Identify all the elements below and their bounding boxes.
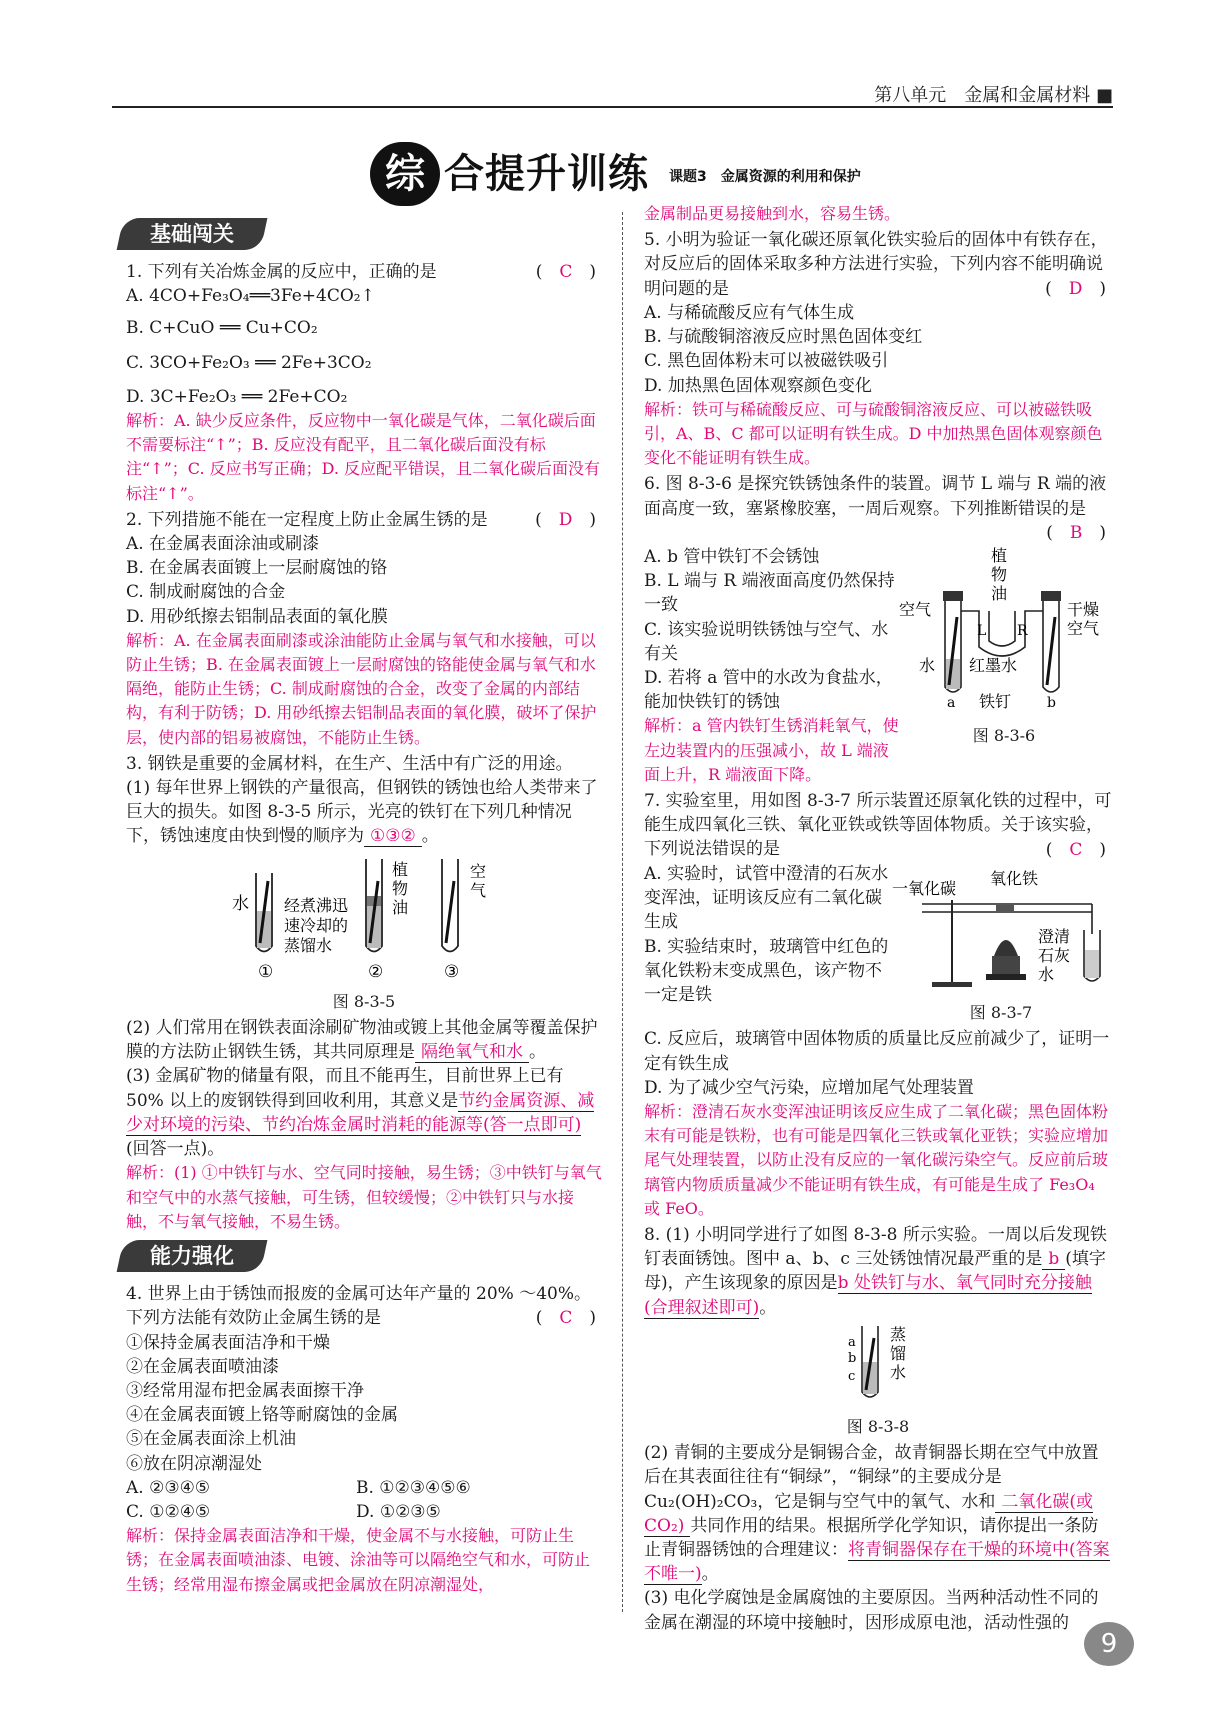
q4-option-b: B. ①②③④⑤⑥ — [356, 1477, 471, 1498]
q6-option-b: B. L 端与 R 端液面高度仍然保持一致 — [644, 571, 895, 616]
q8-part1: 8. (1) 小明同学进行了如图 8-3-8 所示实验。一周以后发现铁钉表面锈蚀。图中 a、b、c 三处锈蚀情况最严重的是 — [644, 1224, 1107, 1270]
left-column — [126, 212, 602, 1597]
q3-answer-2: 隔绝氧气和水 — [415, 1042, 529, 1063]
q8-part2-mid: 共同作用的结果。根据所学化学知识，请你提出一条防止青铜器锈蚀的合理建议： — [644, 1515, 1099, 1560]
fig836-R: R — [1017, 623, 1028, 640]
question-1: 1. 下列有关冶炼金属的反应中，正确的是 ( C ) A. 4CO+Fe₃O₄══3Fe+4CO₂↑ B. C+CuO ══ Cu+CO₂ C. 3CO+Fe₂O₃ ══ 2Fe+3CO₂ D. 3C+Fe₂O₃ ══ 2Fe+CO₂ 解析：A. 缺少反应条件，反应物中一氧化碳是气体，二氧化碳后面不需要标注“↑”；B. 反应没有配平，且二氧化碳后面没有标注“↑”；C. 反应书写正确；D. 反应配平错误，且二氧化碳后面没有标注“↑”。 — [126, 260, 602, 506]
q5-stem: 5. 小明为验证一氧化碳还原氧化铁实验后的固体中有铁存在，对反应后的固体采取多种方法进行实验，下列内容不能明确说明问题的是 — [644, 230, 1108, 299]
q1-stem: 1. 下列有关冶炼金属的反应中，正确的是 — [126, 262, 437, 282]
q2-answer: D — [558, 509, 573, 530]
fig837-caption: 图 8-3-7 — [969, 1003, 1033, 1023]
q4-item-4: ④在金属表面镀上铬等耐腐蚀的金属 — [126, 1405, 398, 1426]
figure-8-3-8 — [644, 1322, 1112, 1439]
q1-answer: C — [559, 262, 573, 282]
section-basic — [120, 218, 264, 254]
q2-option-b: B. 在金属表面镀上一层耐腐蚀的铬 — [126, 558, 388, 579]
column-divider — [622, 212, 623, 1612]
question-7: 7. 实验室里，用如图 8-3-7 所示装置还原氧化铁的过程中，可能生成四氧化三铁、氧化亚铁或铁等固体物质。关于该实验，下列说法错误的是 ( C ) A. 实验时，试管中澄清的石灰水变浑浊，证明该反应有二氧化碳生成 B. 实验结束时，玻璃管中红色的氧化铁粉末变成黑色，该产物不一定是铁 一氧化碳 氧化铁 澄清石灰水 图 8-3-7 C. 反应后，玻璃管中固体物质的质量比反应前减少了，证明一定有铁生成 D. 为了减少空气污染，应增加尾气处理装置 解析：澄清石灰水变浑浊证明该反应生成了二氧化碳；黑色固体粉末有可能是铁粉，也有可能是四氧化三铁或氧化亚铁；实验应增加尾气处理装置，以防止没有反应的一氧化碳污染空气。反应前后玻璃管内物质质量减少不能证明有铁生成，有可能是生成了 Fe₃O₄ 或 FeO。 — [644, 789, 1112, 1221]
fig836-air-label: 空气 — [899, 600, 932, 620]
fig835-n3: ③ — [444, 961, 460, 982]
section-ability-label: 能力强化 — [150, 1243, 234, 1268]
q5-option-d: D. 加热黑色固体观察颜色变化 — [644, 375, 872, 396]
unit-header: 第八单元 金属和金属材料 ■ — [874, 85, 1113, 106]
fig838-caption: 图 8-3-8 — [846, 1416, 910, 1436]
q7-option-a: A. 实验时，试管中澄清的石灰水变浑浊，证明该反应有二氧化碳生成 — [644, 863, 889, 933]
q7-option-b: B. 实验结束时，玻璃管中红色的氧化铁粉末变成黑色，该产物不一定是铁 — [644, 936, 889, 1005]
q8-answer-3: 二氧化碳(或 CO₂) — [644, 1491, 1094, 1536]
q3-part2: (2) 人们常用在钢铁表面涂刷矿物油或镀上其他金属等覆盖保护膜的方法防止钢铁生锈，其共同原理是 — [126, 1018, 598, 1063]
q3-part3-tail: (回答一点)。 — [126, 1139, 225, 1160]
q2-option-a: A. 在金属表面涂油或刷漆 — [126, 534, 320, 555]
lesson-subtitle: 课题3 金属资源的利用和保护 — [669, 169, 861, 185]
q6-option-d: D. 若将 a 管中的水改为食盐水，能加快铁钉的锈蚀 — [644, 668, 893, 713]
q6-analysis: 解析：a 管内铁钉生锈消耗氧气，使左边装置内的压强减小，故 L 端液面上升，R 端液面下降。 — [644, 716, 899, 784]
fig836-dry-air-label: 干燥空气 — [1067, 600, 1100, 639]
q4-analysis: 解析：保持金属表面洁净和干燥，使金属不与水接触，可防止生锈；在金属表面喷油漆、电镀、涂油等可以隔绝空气和水，可防止生锈；经常用湿布擦金属或把金属放在阴凉潮湿处， — [126, 1526, 591, 1594]
q8-part1-mid: (填字母)，产生该现象的原因是 — [644, 1249, 1106, 1294]
q6-option-c: C. 该实验说明铁锈蚀与空气、水有关 — [644, 619, 889, 664]
q4-option-a: A. ②③④⑤ — [126, 1477, 211, 1498]
fig836-nail-label: 铁钉 — [979, 692, 1012, 712]
q5-option-c: C. 黑色固体粉末可以被磁铁吸引 — [644, 351, 889, 372]
page-title — [370, 142, 861, 206]
q6-answer: B — [1069, 522, 1083, 543]
q7-answer: C — [1069, 839, 1083, 860]
fig838-a: a — [848, 1334, 856, 1350]
section-ability — [120, 1240, 264, 1276]
fig838-water-label: 蒸馏水 — [890, 1324, 907, 1382]
fig835-n2: ② — [368, 961, 384, 982]
fig837-lime-label: 澄清石灰水 — [1038, 926, 1071, 984]
q7-option-d: D. 为了减少空气污染，应增加尾气处理装置 — [644, 1077, 974, 1098]
q8-answer-1: b — [1042, 1249, 1065, 1270]
q4-item-6: ⑥放在阴凉潮湿处 — [126, 1453, 262, 1474]
q3-analysis: 解析：(1) ①中铁钉与水、空气同时接触，易生锈；③中铁钉与氧气和空气中的水蒸气接触，可生锈，但较缓慢；②中铁钉只与水接触，不与氧气接触，不易生锈。 — [126, 1163, 602, 1231]
q5-analysis: 解析：铁可与稀硫酸反应、可与硫酸铜溶液反应、可以被磁铁吸引，A、B、C 都可以证明有铁生成。D 中加热黑色固体观察颜色变化不能证明有铁生成。 — [644, 399, 1103, 468]
q6-option-a: A. b 管中铁钉不会锈蚀 — [644, 547, 820, 568]
q3-stem: 3. 钢铁是重要的金属材料，在生产、生活中有广泛的用途。 — [126, 753, 573, 774]
q8-part2: (2) 青铜的主要成分是铜锡合金，故青铜器长期在空气中放置后在其表面往往有“铜绿”，“铜绿”的主要成分是 Cu₂(OH)₂CO₃，它是铜与空气中的氧气、水和 — [644, 1443, 1099, 1512]
q1-option-c: C. 3CO+Fe₂O₃ ══ 2Fe+3CO₂ — [126, 352, 372, 373]
q4-option-d: D. ①②③⑤ — [356, 1501, 441, 1522]
q3-answer-1: ①③② — [364, 826, 422, 847]
q3-part1: (1) 每年世界上钢铁的产量很高，但钢铁的锈蚀也给人类带来了巨大的损失。如图 8-3-5 所示，光亮的铁钉在下列几种情况下，锈蚀速度由快到慢的顺序为 — [126, 778, 598, 847]
fig836-oil-label: 植物油 — [991, 547, 1008, 604]
right-column — [644, 204, 1112, 1635]
title-text: 合提升训练 — [444, 151, 649, 197]
q8-answer-2: b 处铁钉与水、氧气同时充分接触(合理叙述即可) — [644, 1273, 1092, 1318]
q4-item-3: ③经常用湿布把金属表面擦干净 — [126, 1380, 364, 1401]
q4-item-1: ①保持金属表面洁净和干燥 — [126, 1332, 330, 1353]
fig835-air-label: 空气 — [470, 861, 487, 900]
q7-stem: 7. 实验室里，用如图 8-3-7 所示装置还原氧化铁的过程中，可能生成四氧化三铁、氧化亚铁或铁等固体物质。关于该实验，下列说法错误的是 — [644, 791, 1112, 860]
fig836-a: a — [947, 695, 956, 712]
q1-analysis: 解析：A. 缺少反应条件，反应物中一氧化碳是气体，二氧化碳后面不需要标注“↑”；B. 反应没有配平，且二氧化碳后面没有标注“↑”；C. 反应书写正确；D. 反应配平错误，且二氧化碳后面没有标注“↑”。 — [126, 411, 601, 503]
q4-item-2: ②在金属表面喷油漆 — [126, 1356, 279, 1377]
q4-option-c: C. ①②④⑤ — [126, 1501, 211, 1522]
q3-answer-3: 节约金属资源、减少对环境的污染、节约冶炼金属时消耗的能源等(答一点即可) — [126, 1090, 595, 1135]
fig836-L: L — [977, 623, 987, 640]
q5-option-b: B. 与硫酸铜溶液反应时黑色固体变红 — [644, 327, 923, 348]
q4-analysis-cont: 金属制品更易接触到水，容易生锈。 — [644, 204, 901, 223]
section-basic-label: 基础闯关 — [150, 222, 234, 246]
page-number: 9 — [1084, 1622, 1134, 1666]
title-badge: 综 — [370, 142, 440, 206]
q8-answer-4: 将青铜器保存在干燥的环境中(答案不唯一) — [644, 1539, 1110, 1585]
q1-option-a: A. 4CO+Fe₃O₄══3Fe+4CO₂↑ — [126, 286, 375, 307]
q1-option-b: B. C+CuO ══ Cu+CO₂ — [126, 318, 318, 339]
fig838-c: c — [848, 1368, 856, 1384]
q6-stem: 6. 图 8-3-6 是探究铁锈蚀条件的装置。调节 L 端与 R 端的液面高度一致，塞紧橡胶塞，一周后观察。下列推断错误的是 — [644, 474, 1107, 519]
fig836-caption: 图 8-3-6 — [972, 726, 1036, 746]
question-2: 2. 下列措施不能在一定程度上防止金属生锈的是 ( D ) A. 在金属表面涂油或刷漆 B. 在金属表面镀上一层耐腐蚀的铬 C. 制成耐腐蚀的合金 D. 用砂纸擦去铝制品表面的氧化膜 解析：A. 在金属表面刷漆或涂油能防止金属与氧气和水接触，可以防止生锈；B. 在金属表面镀上一层耐腐蚀的铬能使金属与氧气和水隔绝，能防止生锈；C. 制成耐腐蚀的合金，改变了金属的内部结构，有利于防锈；D. 用砂纸擦去铝制品表面的氧化膜，破坏了保护层，使内部的铝易被腐蚀，不能防止生锈。 — [126, 508, 602, 750]
figure-8-3-6 — [899, 547, 1109, 785]
fig835-n1: ① — [258, 961, 274, 982]
q8-part3: (3) 电化学腐蚀是金属腐蚀的主要原因。当两种活动性不同的金属在潮湿的环境中接触时，因形成原电池，活动性强的 — [644, 1588, 1099, 1633]
question-4: 4. 世界上由于锈蚀而报废的金属可达年产量的 20% ～40%。下列方法能有效防止金属生锈的是 ( C ) ①保持金属表面洁净和干燥 ②在金属表面喷油漆 ③经常用湿布把金属表面擦干净 ④在金属表面镀上铬等耐腐蚀的金属 ⑤在金属表面涂上机油 ⑥放在阴凉潮湿处 A. ②③④⑤ B. ①②③④⑤⑥ C. ①②④⑤ D. ①②③⑤ 解析：保持金属表面洁净和干燥，使金属不与水接触，可防止生锈；在金属表面喷油漆、电镀、涂油等可以隔绝空气和水，可防止生锈；经常用湿布擦金属或把金属放在阴凉潮湿处， — [126, 1282, 602, 1597]
fig835-boiled-label: 经煮沸迅速冷却的蒸馏水 — [284, 895, 349, 955]
q4-stem: 4. 世界上由于锈蚀而报废的金属可达年产量的 20% ～40%。下列方法能有效防止金属生锈的是 — [126, 1283, 592, 1329]
q5-answer: D — [1068, 278, 1083, 299]
fig836-water-label: 水 — [919, 656, 936, 676]
q2-option-d: D. 用砂纸擦去铝制品表面的氧化膜 — [126, 606, 388, 627]
q2-option-c: C. 制成耐腐蚀的合金 — [126, 582, 286, 603]
fig835-caption: 图 8-3-5 — [332, 991, 396, 1011]
q4-item-5: ⑤在金属表面涂上机油 — [126, 1429, 296, 1450]
q7-analysis: 解析：澄清石灰水变浑浊证明该反应生成了二氧化碳；黑色固体粉末有可能是铁粉，也有可能是四氧化三铁或氧化亚铁；实验应增加尾气处理装置，以防止没有反应的一氧化碳污染空气。反应前后玻璃管内物质质量减少不能证明有铁生成，有可能是生成了 Fe₃O₄ 或 FeO。 — [644, 1101, 1109, 1218]
question-8: 8. (1) 小明同学进行了如图 8-3-8 所示实验。一周以后发现铁钉表面锈蚀。图中 a、b、c 三处锈蚀情况最严重的是 b (填字母)，产生该现象的原因是b 处铁钉与水、氧气同时充分接触(合理叙述即可)。 a b c 蒸馏水 图 8-3-8 (2) 青铜的主要成分是铜锡合金，故青铜器长期在空气中放置后在其表面往往有“铜绿”，“铜绿”的主要成分是 Cu₂(OH)₂CO₃，它是铜与空气中的氧气、水和 二氧化碳(或 CO₂) 共同作用的结果。根据所学化学知识，请你提出一条防止青铜器锈蚀的合理建议：将青铜器保存在干燥的环境中(答案不唯一)。 (3) 电化学腐蚀是金属腐蚀的主要原因。当两种活动性不同的金属在潮湿的环境中接触时，因形成原电池，活动性强的 — [644, 1223, 1112, 1635]
fig835-water-label: 水 — [232, 893, 249, 914]
q4-answer: C — [559, 1308, 573, 1329]
q1-option-d: D. 3C+Fe₂O₃ ══ 2Fe+CO₂ — [126, 386, 348, 407]
q3-part3: (3) 金属矿物的储量有限，而且不能再生，目前世界上已有 50% 以上的废钢铁得到回收利用，其意义是 — [126, 1066, 564, 1111]
fig835-oil-label: 植物油 — [392, 859, 409, 917]
fig838-b: b — [848, 1350, 857, 1366]
figure-8-3-5 — [126, 851, 602, 1014]
q2-stem: 2. 下列措施不能在一定程度上防止金属生锈的是 — [126, 509, 488, 530]
question-6: 6. 图 8-3-6 是探究铁锈蚀条件的装置。调节 L 端与 R 端的液面高度一致，塞紧橡胶塞，一周后观察。下列推断错误的是 ( B ) A. b 管中铁钉不会锈蚀 B. L 端与 R 端液面高度仍然保持一致 C. 该实验说明铁锈蚀与空气、水有关 D. 若将 a 管中的水改为食盐水，能加快铁钉的锈蚀 解析：a 管内铁钉生锈消耗氧气，使左边装置内的压强减小，故 L 端液面上升，R 端液面下降。 植物油 空气 干燥空气 L R 水 红墨水 a 铁钉 b 图 8-3-6 — [644, 472, 1112, 787]
fig836-ink-label: 红墨水 — [969, 656, 1018, 676]
figure-8-3-7 — [892, 864, 1110, 1025]
q5-option-a: A. 与稀硫酸反应有气体生成 — [644, 303, 855, 324]
fig836-b: b — [1047, 695, 1056, 712]
q2-analysis: 解析：A. 在金属表面刷漆或涂油能防止金属与氧气和水接触，可以防止生锈；B. 在金属表面镀上一层耐腐蚀的铬能使金属与氧气和水隔绝，能防止生锈；C. 制成耐腐蚀的合金，改变了金属的内部结构，有利于防锈；D. 用砂纸擦去铝制品表面的氧化膜，破坏了保护层，使内部的铝易被腐蚀，不能防止生锈。 — [126, 630, 597, 747]
fig837-co-label: 一氧化碳 — [892, 878, 957, 898]
question-5: 5. 小明为验证一氧化碳还原氧化铁实验后的固体中有铁存在，对反应后的固体采取多种方法进行实验，下列内容不能明确说明问题的是 ( D ) A. 与稀硫酸反应有气体生成 B. 与硫酸铜溶液反应时黑色固体变红 C. 黑色固体粉末可以被磁铁吸引 D. 加热黑色固体观察颜色变化 解析：铁可与稀硫酸反应、可与硫酸铜溶液反应、可以被磁铁吸引，A、B、C 都可以证明有铁生成。D 中加热黑色固体观察颜色变化不能证明有铁生成。 — [644, 228, 1112, 470]
question-3: 3. 钢铁是重要的金属材料，在生产、生活中有广泛的用途。 (1) 每年世界上钢铁的产量很高，但钢铁的锈蚀也给人类带来了巨大的损失。如图 8-3-5 所示，光亮的铁钉在下列几种情况下，锈蚀速度由快到慢的顺序为 ①③② 。 水 ① 经煮沸迅速冷却的蒸馏水 ② 植物油 ③ 空气 图 8-3-5 (2) 人们常用在钢铁表面涂刷矿物油或镀上其他金属等覆盖保护膜的方法防止钢铁生锈，其共同原理是 隔绝氧气和水 。 (3) 金属矿物的储量有限，而且不能再生，目前世界上已有 50% 以上的废钢铁得到回收利用，其意义是节约金属资源、减少对环境的污染、节约冶炼金属时消耗的能源等(答一点即可)(回答一点)。 解析：(1) ①中铁钉与水、空气同时接触，易生锈；③中铁钉与氧气和空气中的水蒸气接触，可生锈，但较缓慢；②中铁钉只与水接触，不与氧气接触，不易生锈。 — [126, 752, 602, 1234]
fig837-fe2o3-label: 氧化铁 — [990, 868, 1039, 888]
q7-option-c: C. 反应后，玻璃管中固体物质的质量比反应前减少了，证明一定有铁生成 — [644, 1029, 1110, 1074]
header-rule — [112, 106, 1113, 108]
